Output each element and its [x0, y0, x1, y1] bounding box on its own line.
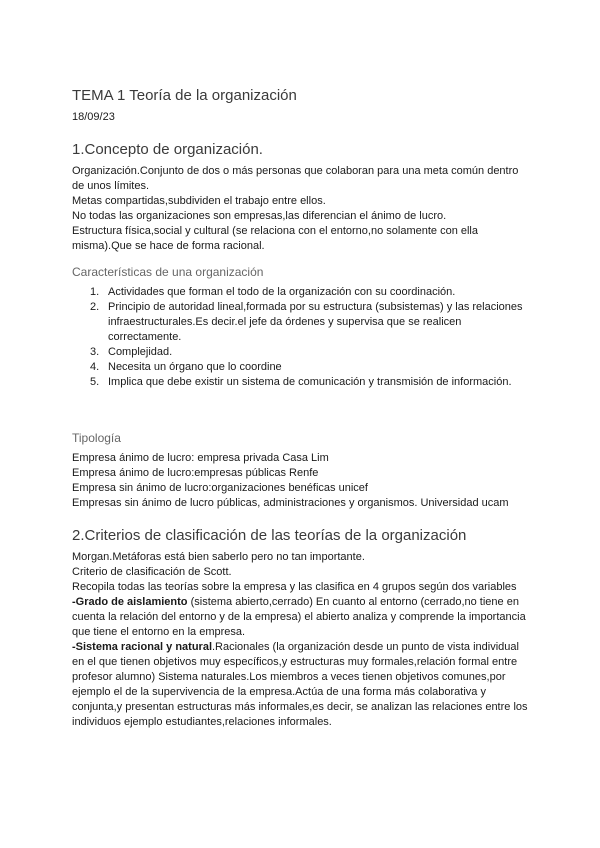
tipologia-paragraph — [72, 451, 552, 511]
section2-line-2: Criterio de clasificación de Scott. — [72, 566, 232, 578]
list-item-number: 3. — [90, 346, 100, 358]
grado-text: (sistema abierto,cerrado) En cuanto al entorno (cerrado,no tiene en cuenta la relación del entorno y de la empresa) el abierto analiza y comprende la importancia que tiene el entorno en la empresa. — [72, 596, 526, 638]
grado-term: -Grado de aislamiento — [72, 596, 188, 608]
list-item-text: Implica que debe existir un sistema de comunicación y transmisión de información. — [108, 376, 512, 388]
section2-paragraph — [72, 550, 532, 730]
section2-line-1: Morgan.Metáforas está bien saberlo pero no tan importante. — [72, 551, 365, 563]
tipologia-line-1: Empresa ánimo de lucro: empresa privada Casa Lim — [72, 452, 329, 464]
section1-paragraph — [72, 164, 532, 254]
document-title: TEMA 1 Teoría de la organización — [72, 87, 297, 104]
list-item-number: 2. — [90, 301, 100, 313]
tipologia-line-4: Empresas sin ánimo de lucro públicas, administraciones y organismos. Universidad ucam — [72, 497, 509, 509]
list-item-number: 5. — [90, 376, 100, 388]
list-item — [72, 345, 532, 360]
tipologia-line-2: Empresa ánimo de lucro:empresas públicas Renfe — [72, 467, 319, 479]
caracteristicas-list — [72, 285, 532, 390]
section2-heading: 2.Criterios de clasificación de las teorías de la organización — [72, 527, 467, 544]
list-item-text: Principio de autoridad lineal,formada por su estructura (subsistemas) y las relaciones infraestructurales.Es decir.el jefe da órdenes y supervisa que se realicen correctamente. — [108, 301, 523, 343]
tipologia-heading: Tipología — [72, 431, 121, 445]
section2-line-3: Recopila todas las teorías sobre la empresa y las clasifica en 4 grupos según dos variables — [72, 581, 517, 593]
sistema-term: -Sistema racional y natural — [72, 641, 212, 653]
caracteristicas-heading: Características de una organización — [72, 265, 264, 279]
tipologia-line-3: Empresa sin ánimo de lucro:organizaciones benéficas unicef — [72, 482, 368, 494]
list-item-text: Actividades que forman el todo de la organización con su coordinación. — [108, 286, 456, 298]
section1-line-2: Metas compartidas,subdividen el trabajo entre ellos. — [72, 195, 326, 207]
list-item-text: Necesita un órgano que lo coordine — [108, 361, 282, 373]
list-item — [72, 360, 532, 375]
section1-heading: 1.Concepto de organización. — [72, 141, 263, 158]
list-item — [72, 375, 532, 390]
section1-line-4: Estructura física,social y cultural (se relaciona con el entorno,no solamente con ella misma).Que se hace de forma racional. — [72, 225, 478, 252]
section1-line-1: Organización.Conjunto de dos o más personas que colaboran para una meta común dentro de unos límites. — [72, 165, 519, 192]
section1-line-3: No todas las organizaciones son empresas,las diferencian el ánimo de lucro. — [72, 210, 447, 222]
sistema-text: .Racionales (la organización desde un punto de vista individual en el que tienen objetivos muy específicos,y estructuras muy formales,relación formal entre profesor alumno) Sistema naturales.Los miembros a veces tienen objetivos comunes,por ejemplo el de la supervivencia de la empresa.Actúa de una forma más colaborativa y conjunta,y presentan estructuras más informales,es decir, se analizan las relaciones entre los individuos ejemplo estudiantes,relaciones informales. — [72, 641, 528, 728]
list-item-text: Complejidad. — [108, 346, 173, 358]
list-item-number: 1. — [90, 286, 100, 298]
list-item-number: 4. — [90, 361, 100, 373]
document-date: 18/09/23 — [72, 111, 115, 123]
list-item — [72, 285, 532, 300]
list-item — [72, 300, 532, 345]
